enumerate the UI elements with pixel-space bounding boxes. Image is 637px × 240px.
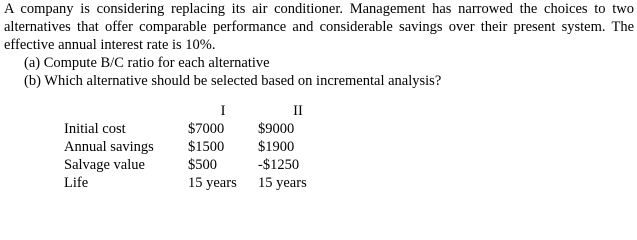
cell-alternative-2: 15 years (258, 175, 307, 191)
cell-alternative-1: $500 (188, 157, 217, 173)
row-label: Annual savings (64, 139, 154, 155)
alternatives-table (64, 102, 338, 192)
problem-paragraph: A company is considering replacing its air conditioner. Management has narrowed the choices to two alternatives that offer comparable performance and considerable savings over their present system. The effective annual interest rate is 10%. (4, 1, 634, 53)
table-row (64, 138, 338, 156)
cell-alternative-2: -$1250 (258, 157, 300, 173)
row-label: Initial cost (64, 121, 126, 137)
table-header-alternative-2: II (293, 103, 303, 119)
question-parts (4, 54, 634, 90)
table-header-blank (64, 102, 188, 120)
row-label: Life (64, 175, 89, 191)
cell-alternative-1: $1500 (188, 139, 225, 155)
table-row (64, 120, 338, 138)
table-row (64, 156, 338, 174)
cell-alternative-1: $7000 (188, 121, 225, 137)
row-label: Salvage value (64, 157, 145, 173)
table-header-alternative-1: I (220, 103, 226, 119)
problem-statement (4, 0, 634, 90)
table-header-row (64, 102, 338, 120)
cell-alternative-1: 15 years (188, 175, 237, 191)
question-part-a: (a) Compute B/C ratio for each alternative (24, 55, 270, 71)
question-part-b: (b) Which alternative should be selected based on incremental analysis? (24, 73, 442, 89)
cell-alternative-2: $9000 (258, 121, 295, 137)
table-row (64, 174, 338, 192)
cell-alternative-2: $1900 (258, 139, 295, 155)
